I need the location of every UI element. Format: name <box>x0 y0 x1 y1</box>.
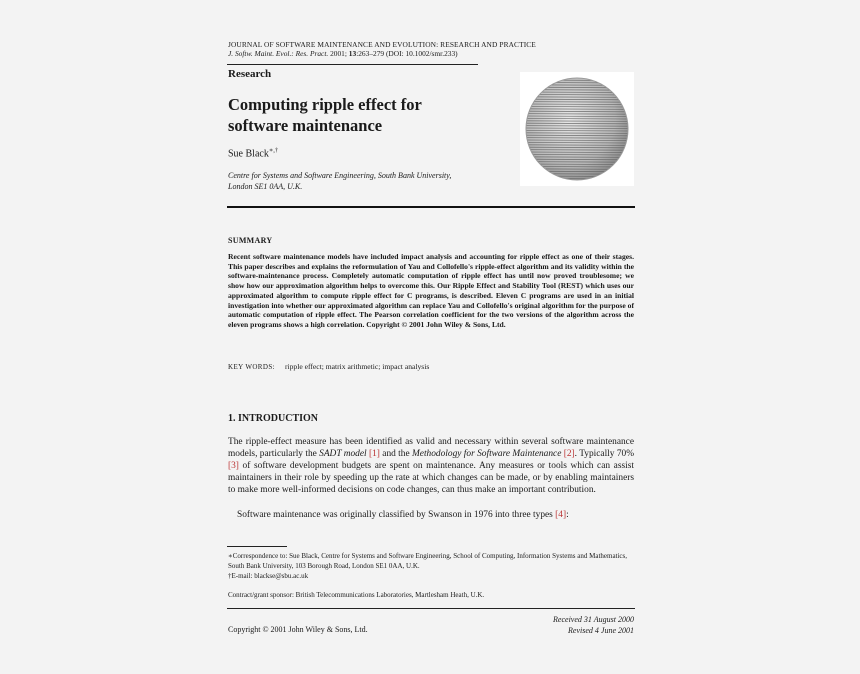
citation-link[interactable]: [3] <box>228 461 239 471</box>
intro-paragraph-2 <box>237 510 569 520</box>
summary-heading: SUMMARY <box>228 236 273 245</box>
sadt-model-term: SADT model <box>319 449 367 459</box>
intro-paragraph-1 <box>228 436 634 496</box>
intro-text: : <box>566 510 569 520</box>
author-name: Sue Black <box>228 148 269 160</box>
striped-sphere-graphic <box>520 72 634 186</box>
citation-link[interactable]: [2] <box>563 449 575 459</box>
affiliation <box>228 170 488 192</box>
intro-text: . Typically 70% <box>574 449 635 459</box>
paper-title <box>228 94 488 136</box>
sphere-stripe <box>524 85 630 86</box>
footer-rule <box>227 608 635 609</box>
title-line-2: software maintenance <box>228 116 383 135</box>
sphere-stripe <box>524 87 630 88</box>
footer-copyright: Copyright © 2001 John Wiley & Sons, Ltd. <box>228 625 368 634</box>
revised-date: Revised 4 June 2001 <box>568 626 634 635</box>
received-date: Received 31 August 2000 <box>553 615 634 624</box>
methodology-term: Methodology for Software Maintenance <box>411 449 562 459</box>
citation-journal: J. Softw. Maint. Evol.: Res. Pract. <box>228 49 329 58</box>
footnote-rule <box>227 546 287 547</box>
citation-link[interactable]: [4] <box>555 510 567 520</box>
footnote-sponsor: Contract/grant sponsor: British Telecommunications Laboratories, Martlesham Heath, U.K. <box>228 591 485 599</box>
citation-link[interactable]: [1] <box>369 449 380 459</box>
citation-volume: 13 <box>348 49 357 58</box>
intro-text: Software maintenance was originally classified by Swanson in 1976 into three types <box>237 510 556 520</box>
section-label: Research <box>228 68 272 80</box>
sphere-stripe <box>524 80 630 81</box>
intro-text: of software development budgets are spent on maintenance. Any measures or tools which can assist maintainers in their role by speeding up the rate at which changes can be made, or by enabling maintainers to make more well-informed decisions on code changes, can thus make an important contribution. <box>228 461 634 495</box>
keywords <box>228 362 429 371</box>
footnote-email: †E-mail: blackse@sbu.ac.uk <box>228 572 309 580</box>
journal-name: JOURNAL OF SOFTWARE MAINTENANCE AND EVOLUTION: RESEARCH AND PRACTICE <box>228 40 536 49</box>
cover-image <box>520 72 634 186</box>
affiliation-line-1: Centre for Systems and Software Engineering, South Bank University, <box>228 171 452 180</box>
sphere-stripe <box>524 90 630 91</box>
sphere-stripe <box>524 171 630 172</box>
sphere-stripe <box>524 176 630 177</box>
header-rule <box>227 64 478 65</box>
citation-year: 2001; <box>330 49 347 58</box>
intro-text: and the <box>379 449 412 459</box>
intro-heading: 1. INTRODUCTION <box>228 413 319 424</box>
sphere-stripe <box>524 169 630 170</box>
citation-line <box>228 49 458 59</box>
keywords-label: KEY WORDS: <box>228 363 275 371</box>
author <box>228 146 278 159</box>
citation-doi: (DOI: 10.1002/smr.233) <box>385 49 458 58</box>
keywords-value: ripple effect; matrix arithmetic; impact analysis <box>284 362 430 371</box>
sphere-stripe <box>524 178 630 179</box>
summary-text: Recent software maintenance models have included impact analysis and accounting for ripple effect as one of their stages. This paper describes and explains the reformulation of Yau and Collofello's ripple-effect algorithm and its validity within the software-maintenance process. Completely automatic computation of ripple effect has until now proved troublesome; we show how our approximation algorithm helps to overcome this. Our Ripple Effect and Stability Tool (REST) which uses our approximated algorithm to compute ripple effect for C programs, is described. Eleven C programs are used in an initial investigation into whether our approximated algorithm can replace Yau and Collofello's original algorithm for the purpose of automatic computation of ripple effect. The Pearson correlation coefficient for the two versions of the algorithm across the eleven programs shows a high correlation. Copyright © 2001 John Wiley & Sons, Ltd. <box>228 252 634 329</box>
title-line-1: Computing ripple effect for <box>228 95 422 114</box>
received-dates <box>480 614 634 636</box>
sphere-stripe <box>524 174 630 175</box>
title-block-rule <box>227 206 635 208</box>
sphere-stripe <box>524 166 630 167</box>
affiliation-line-2: London SE1 0AA, U.K. <box>228 182 303 191</box>
sphere-stripe <box>524 82 630 83</box>
author-marks: ∗,† <box>268 147 279 154</box>
footnote-correspondence: ∗Correspondence to: Sue Black, Centre for Systems and Software Engineering, School of Computing, Information Systems and Mathematics, South Bank University, 103 Borough Road, London SE1 0AA, U.K. <box>228 552 628 570</box>
sphere-stripe <box>524 92 630 93</box>
intro-text: The ripple-effect measure has been identified as valid and necessary within several software maintenance models, particularly the <box>228 437 634 459</box>
citation-pages: :263–279 <box>356 49 385 58</box>
